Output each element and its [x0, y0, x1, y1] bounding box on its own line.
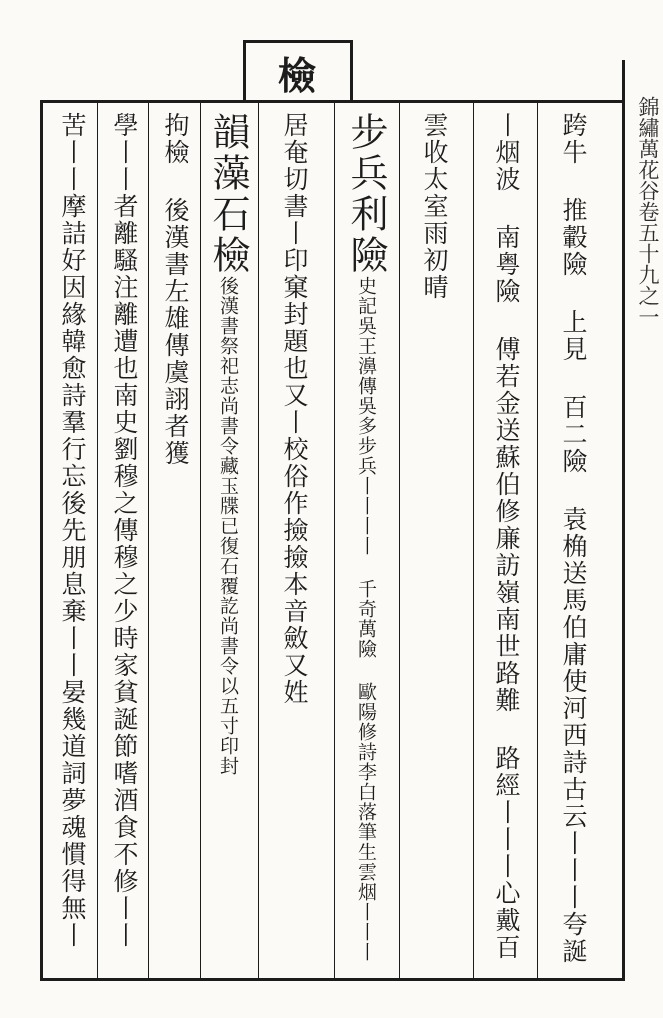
text-column-6 [551, 112, 595, 972]
entry-heading: 韻藻石檢 [206, 112, 250, 276]
text-column-9 [153, 112, 197, 972]
header-box-left [243, 40, 246, 102]
frame-left-rule [40, 100, 43, 980]
column-text: 居奄切書丨印窠封題也又丨校俗作撿撿本音斂又姓 [280, 112, 309, 706]
text-column-4 [412, 112, 456, 972]
divider [334, 103, 335, 978]
divider [258, 103, 259, 978]
divider [537, 103, 538, 978]
text-column-5 [484, 112, 528, 972]
header-box-top [243, 40, 353, 43]
column-text: 苦丨丨摩詰好因緣韓愈詩羣行忘後先朋息棄丨丨晏幾道詞夢魂慣得無丨 [58, 112, 87, 949]
column-text: 拘檢 後漢書左雄傳虞詡者獲 [161, 112, 190, 467]
entry-heading: 步兵利險 [344, 112, 388, 276]
column-text: 丨烟波 南粤險 傅若金送蘇伯修廉訪嶺南世路難 路經丨丨丨心戴百 [492, 112, 521, 961]
margin-running-title: 錦繡萬花谷卷五十九之一 [636, 96, 660, 327]
header-title: 檢 [277, 53, 316, 98]
text-column-1 [206, 112, 250, 972]
column-text: 學丨丨者離騷注離遭也南史劉穆之傳穆之少時家貧誕節嗜酒食不修丨丨 [110, 112, 139, 949]
divider [97, 103, 98, 978]
entry-annotation: 後漢書祭祀志尚書令藏玉牒已復石覆訖尚書令以五寸印封 [217, 276, 239, 776]
column-text: 跨牛 推轂險 上見 百二險 袁桷送馬伯庸使河西詩古云丨丨丨夸誕 [559, 112, 588, 965]
text-column-8 [50, 112, 94, 972]
text-column-7 [102, 112, 146, 972]
divider [200, 103, 201, 978]
header-box-right [350, 40, 353, 102]
entry-annotation: 史記吳王濞傳吳多步兵丨丨丨丨 千奇萬險 歐陽修詩李白落筆生雲烟丨丨丨 [355, 276, 377, 962]
text-column-2 [272, 112, 316, 972]
frame-bottom-rule [40, 978, 625, 981]
divider [148, 103, 149, 978]
text-column-3 [344, 112, 388, 972]
column-text: 雲收太室雨初晴 [420, 112, 449, 301]
divider [473, 103, 474, 978]
divider [399, 103, 400, 978]
